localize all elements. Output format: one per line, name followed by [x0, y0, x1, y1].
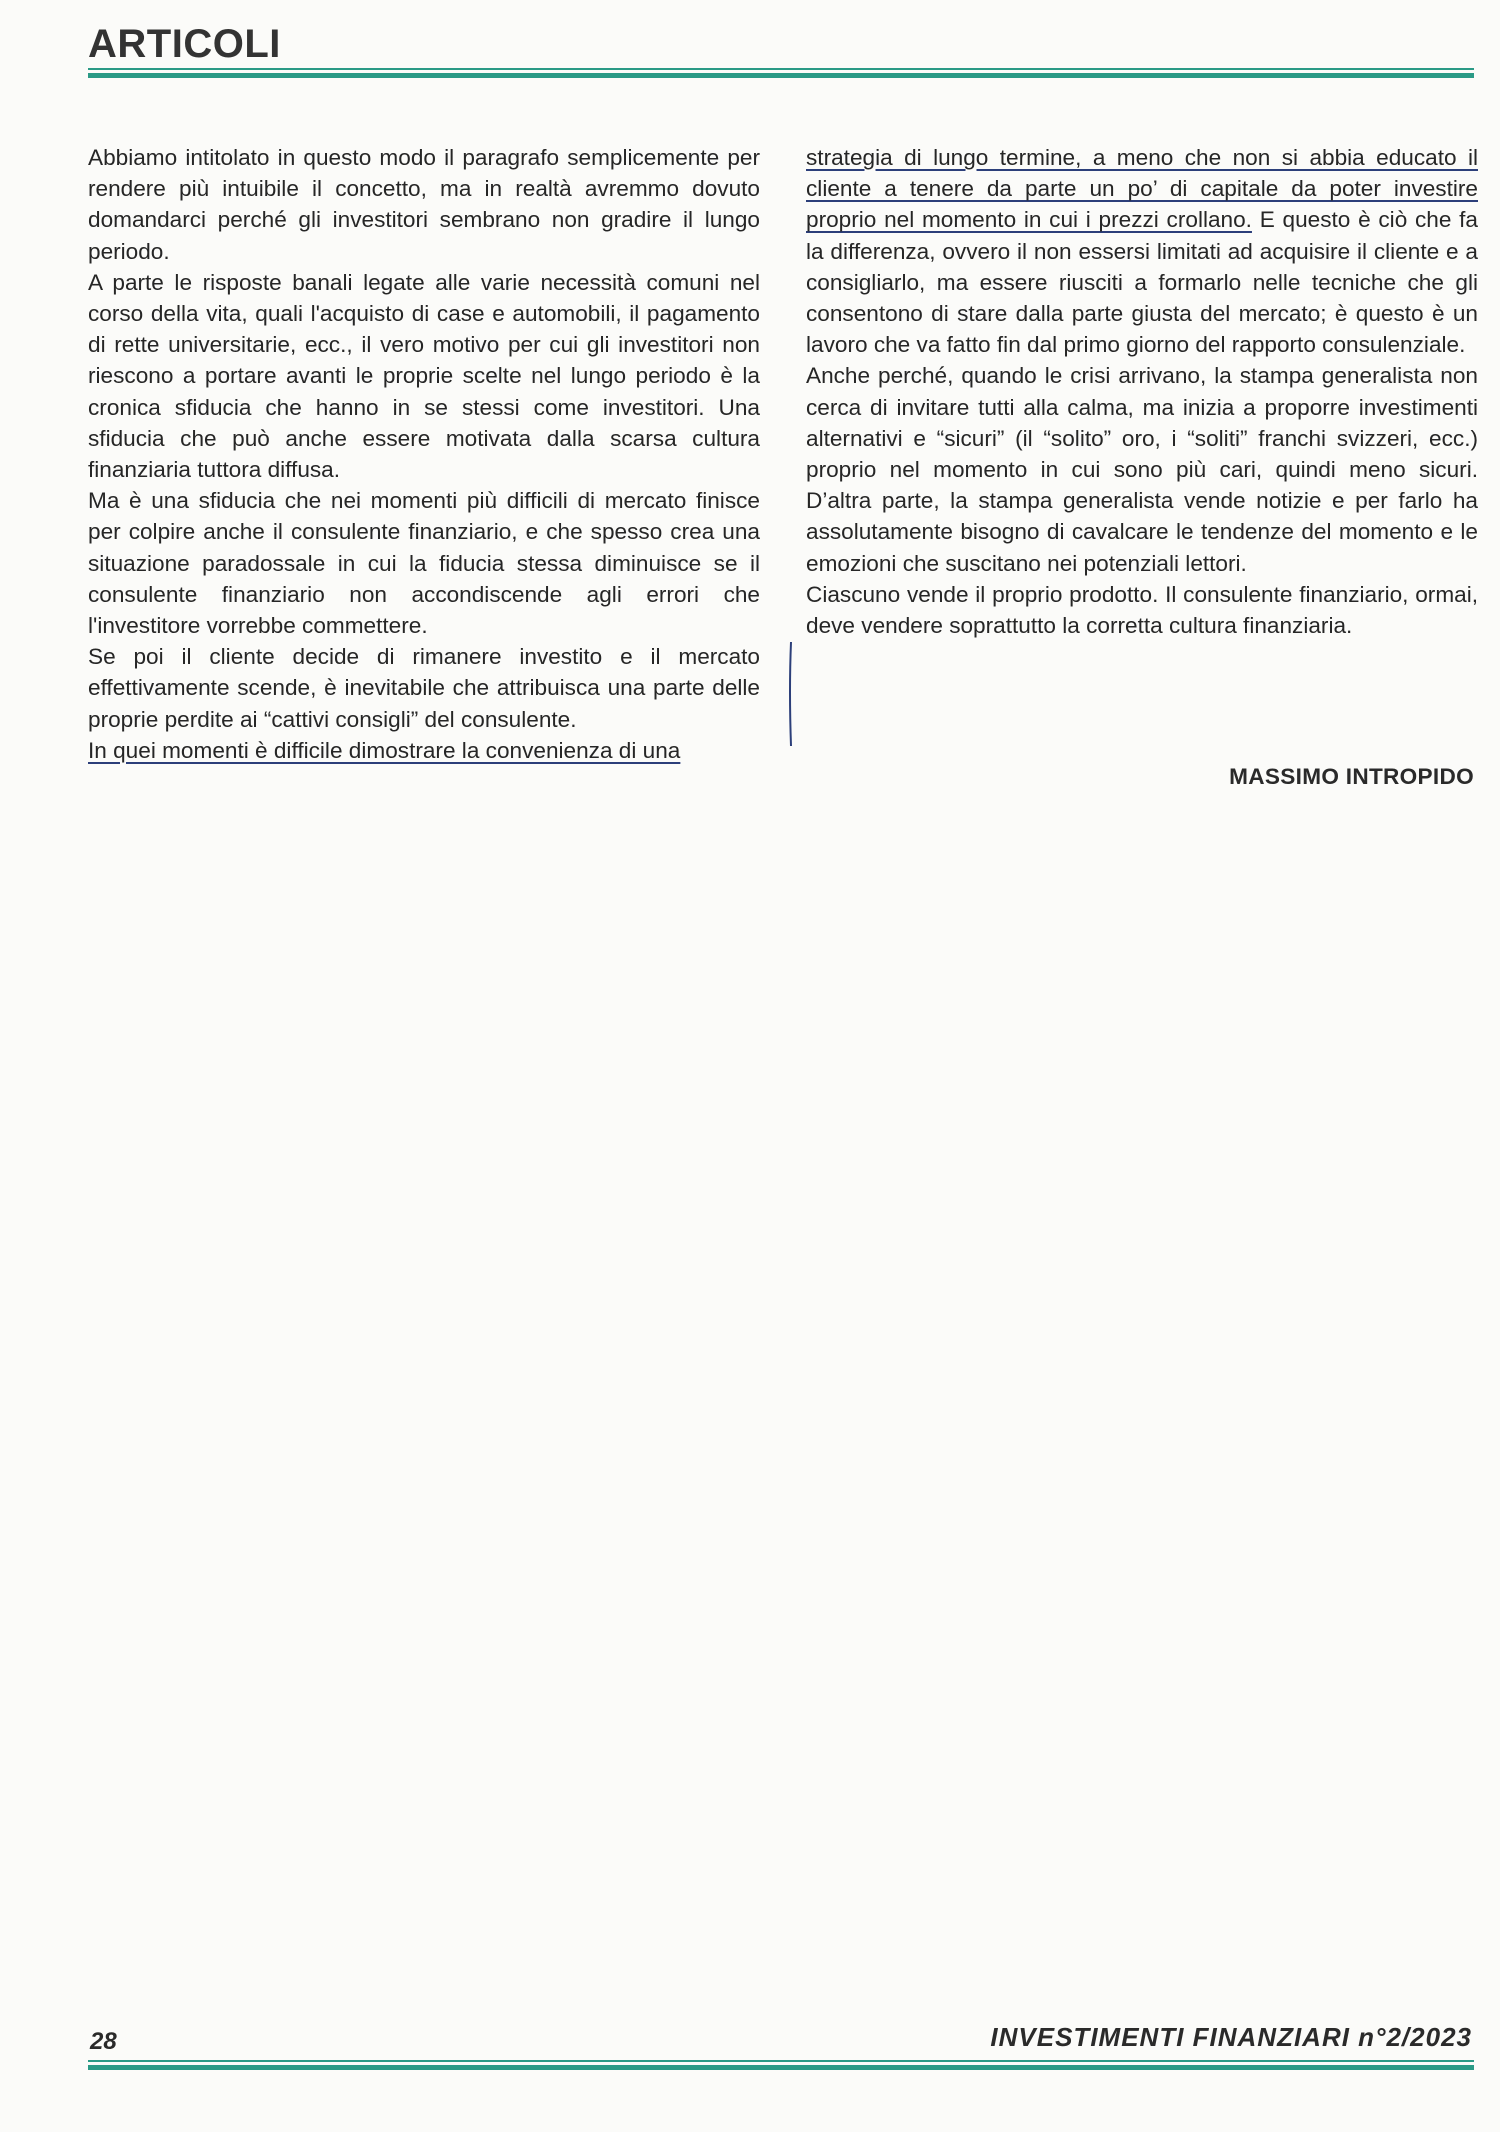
paragraph: Anche perché, quando le crisi arrivano, la stampa generalista non cerca di invitare tutti alla calma, ma inizia a proporre investimenti alternativi e “sicuri” (il “solito” oro, i “soliti” franchi svizzeri, ecc.) proprio nel momento in cui sono più cari, quindi meno sicuri. D’altra parte, la stampa generalista vende notizie e per farlo ha assolutamente bisogno di cavalcare le tendenze del momento e le emozioni che suscitano nei potenziali lettori. [806, 363, 1478, 576]
pen-margin-mark [788, 640, 794, 748]
page-number: 28 [90, 2028, 117, 2055]
paragraph: Ma è una sfiducia che nei momenti più difficili di mercato finisce per colpire anche il consulente finanziario, e che spesso crea una situazione paradossale in cui la fiducia stessa diminuisce se il consulente finanziario non accondiscende agli errori che l'investitore vorrebbe commettere. [88, 488, 760, 639]
header-rule [88, 68, 1474, 78]
paragraph: Se poi il cliente decide di rimanere investito e il mercato effettivamente scende, è inevitabile che attribuisca una parte delle proprie perdite ai “cattivi consigli” del consulente. [88, 644, 760, 732]
author-name: MASSIMO INTROPIDO [1229, 764, 1474, 789]
pen-underline-text: strategia di lungo termine, a meno che non si abbia educato il cliente a tenere da parte un po’ di capitale da poter investire proprio nel momento in cui i prezzi crollano. [806, 145, 1478, 233]
paragraph-text: E questo è ciò che fa la differenza, ovvero il non essersi limitati ad acquisire il cliente e a consigliarlo, ma essere riusciti a formarlo nelle tecniche che gli consentono di stare dalla parte giusta del mercato; è questo è un lavoro che va fatto fin dal primo giorno del rapporto consulenziale. [806, 207, 1478, 358]
paragraph: A parte le risposte banali legate alle varie necessità comuni nel corso della vita, quali l'acquisto di case e automobili, il pagamento di rette universitarie, ecc., il vero motivo per cui gli investitori non riescono a portare avanti le proprie scelte nel lungo periodo è la cronica sfiducia che hanno in se stessi come investitori. Una sfiducia che può anche essere motivata dalla scarsa cultura finanziaria tuttora diffusa. [88, 269, 760, 483]
paragraph: Ciascuno vende il proprio prodotto. Il consulente finanziario, ormai, deve vendere soprattutto la corretta cultura finanziaria. [806, 581, 1478, 639]
article-left-column [88, 142, 760, 766]
footer-rule [88, 2060, 1474, 2070]
pen-underline-text: In quei momenti è difficile dimostrare la convenienza di una [88, 737, 681, 763]
paragraph: Abbiamo intitolato in questo modo il paragrafo semplicemente per rendere più intuibile il concetto, ma in realtà avremmo dovuto domandarci perché gli investitori sembrano non gradire il lungo periodo. [88, 145, 760, 264]
magazine-issue: INVESTIMENTI FINANZIARI n°2/2023 [990, 2022, 1472, 2052]
paragraph [806, 142, 1478, 360]
section-title: ARTICOLI [88, 22, 281, 66]
article-right-column [806, 142, 1478, 641]
paragraph-underlined [88, 735, 760, 766]
